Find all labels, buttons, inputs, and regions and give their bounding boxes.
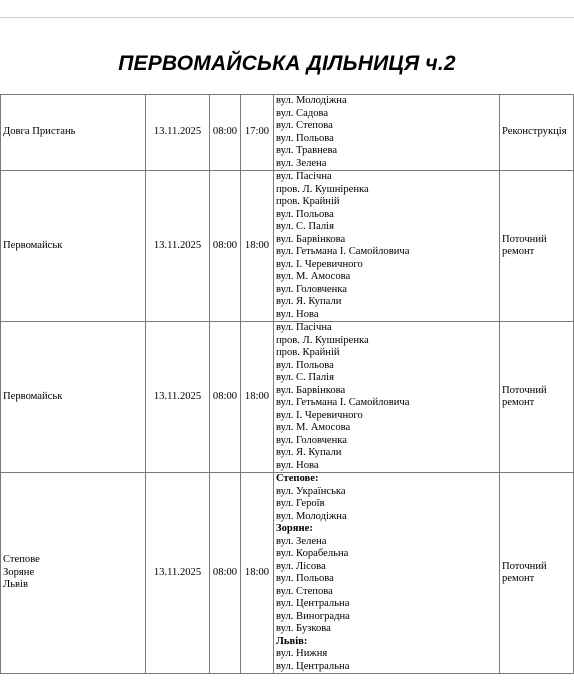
street-name: вул. Нова (276, 308, 319, 320)
street-name: вул. Польова (276, 208, 334, 220)
settlement-name: Первомайськ (3, 239, 63, 251)
street-name: вул. Центральна (276, 598, 350, 609)
street-name: вул. Травнева (276, 145, 338, 156)
street-name: вул. Гетьмана І. Самойловича (276, 397, 410, 408)
street-name: вул. Садова (276, 107, 329, 119)
work-type: ремонт (502, 246, 535, 257)
settlement-cell (1, 95, 146, 171)
street-name: вул. І. Черевичного (276, 258, 363, 270)
settlement-subheading: Львів: (276, 635, 308, 647)
work-type-cell (500, 95, 574, 171)
settlement-cell (1, 473, 146, 674)
street-name: вул. Лісова (276, 560, 326, 572)
street-name: вул. Барвінкова (276, 384, 346, 396)
street-name: вул. Гетьмана І. Самойловича (276, 246, 410, 257)
street-name: вул. Польова (276, 132, 334, 144)
settlement-subheading: Степове: (276, 473, 319, 484)
work-type: Поточний (502, 384, 547, 396)
date-cell: 13.11.2025 (146, 171, 210, 322)
work-type-cell (500, 473, 574, 674)
work-type-cell (500, 322, 574, 473)
date-cell: 13.11.2025 (146, 473, 210, 674)
street-name: вул. Центральна (276, 660, 350, 672)
street-name: вул. І. Черевичного (276, 409, 363, 421)
start-time-cell: 08:00 (210, 473, 241, 674)
date-cell: 13.11.2025 (146, 322, 210, 473)
street-name: вул. Польова (276, 573, 334, 584)
street-name: вул. Зелена (276, 535, 327, 547)
street-name: вул. Героїв (276, 498, 325, 509)
street-name: вул. Я. Купали (276, 296, 342, 307)
settlement-name: Львів (3, 579, 28, 591)
street-name: вул. Барвінкова (276, 233, 346, 245)
street-name: вул. Виноградна (276, 610, 350, 622)
work-type: ремонт (502, 397, 535, 408)
schedule-row (1, 322, 574, 473)
outage-schedule-table (0, 94, 574, 674)
work-type: Поточний (502, 560, 547, 572)
street-name: вул. Степова (276, 120, 333, 131)
street-name: вул. С. Палія (276, 221, 334, 232)
streets-cell (274, 473, 500, 674)
page-bottom-edge (0, 693, 574, 698)
end-time-cell: 17:00 (241, 95, 274, 171)
street-name: вул. Степова (276, 585, 333, 597)
street-name: вул. Зелена (276, 157, 327, 169)
settlement-name: Первомайськ (3, 390, 63, 402)
streets-cell (274, 95, 500, 171)
street-name: вул. Корабельна (276, 548, 349, 559)
streets-cell (274, 171, 500, 322)
start-time-cell: 08:00 (210, 171, 241, 322)
start-time-cell: 08:00 (210, 95, 241, 171)
work-type: Реконструкція (502, 126, 567, 138)
street-name: вул. Нова (276, 459, 319, 471)
start-time-cell: 08:00 (210, 322, 241, 473)
street-name: пров. Л. Кушніренка (276, 183, 369, 195)
street-name: вул. Головченка (276, 434, 347, 446)
street-name: пров. Л. Кушніренка (276, 334, 369, 346)
work-type: ремонт (502, 573, 535, 584)
date-cell: 13.11.2025 (146, 95, 210, 171)
schedule-row (1, 95, 574, 171)
street-name: вул. М. Амосова (276, 422, 351, 433)
street-name: вул. Молодіжна (276, 95, 347, 106)
street-name: вул. Українська (276, 485, 346, 497)
settlement-name: Довга Пристань (3, 126, 76, 138)
settlement-name: Степове (3, 554, 40, 566)
page-title: ПЕРВОМАЙСЬКА ДІЛЬНИЦЯ ч.2 (118, 52, 456, 75)
street-name: вул. Нижня (276, 648, 328, 659)
street-name: пров. Крайній (276, 347, 340, 358)
settlement-cell (1, 171, 146, 322)
street-name: вул. Молодіжна (276, 510, 347, 522)
end-time-cell: 18:00 (241, 473, 274, 674)
street-name: вул. Головченка (276, 283, 347, 295)
work-type-cell (500, 171, 574, 322)
schedule-body (1, 95, 574, 674)
top-border (0, 0, 574, 18)
schedule-row (1, 171, 574, 322)
schedule-row (1, 473, 574, 674)
settlement-subheading: Зоряне: (276, 523, 313, 534)
streets-cell (274, 322, 500, 473)
settlement-cell (1, 322, 146, 473)
settlement-name: Зоряне (3, 566, 35, 578)
end-time-cell: 18:00 (241, 171, 274, 322)
street-name: вул. Пасічна (276, 171, 332, 182)
street-name: вул. Польова (276, 359, 334, 371)
street-name: пров. Крайній (276, 196, 340, 207)
end-time-cell: 18:00 (241, 322, 274, 473)
street-name: вул. Пасічна (276, 322, 332, 333)
work-type: Поточний (502, 233, 547, 245)
street-name: вул. М. Амосова (276, 271, 351, 282)
street-name: вул. Бузкова (276, 623, 331, 634)
street-name: вул. Я. Купали (276, 447, 342, 458)
street-name: вул. С. Палія (276, 372, 334, 383)
